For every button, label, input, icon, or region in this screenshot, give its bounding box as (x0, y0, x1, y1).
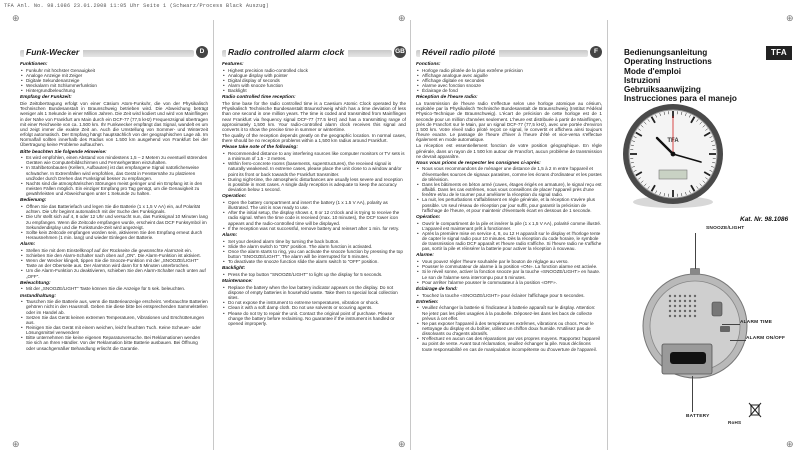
crop-mark-top-right-icon: ⊕ (786, 13, 794, 23)
section-heading: Entretien: (416, 299, 439, 305)
paragraph: La transmission de l'heure radio s'effectue selon une horloge atomique au césium, exploitée par la Physikalisch Technische Bundesanstalt de Braunschweig (Institut Fédéral Physico-Technique de Braunschweig). L'écart de précision de cette horloge est de 1 seconde pour un million d'années seulement. L'heure est distribuée à partir de Mainflingen, près de Francfort sur le Main, par un signal DCF-77 (77,5 kHz), avec une portée d'environ 1 500 km. Votre réveil radio piloté reçoit ce signal, le convertit et affichera ainsi toujours l'heure exacte. Le passage de l'heure d'hiver à l'heure d'été et vice-versa s'effectue également en mode automatique. (416, 101, 602, 143)
list-item: • Öffnen Sie das Batteriefach und legen Sie die Batterie (1 x 1,5 V AA) ein, auf Polarität achten. Die Uhr beginnt automatisch mit der Suche des Funksignals. (26, 204, 208, 214)
section-heading: Nous vous prions de respecter les consignes ci-après: (416, 160, 541, 166)
crop-mark-bottom-center-icon: ⊕ (398, 439, 406, 449)
list-item: • After the initial setup, the display shows 4, 8 or 12 o'clock and is trying to receive the radio signal. When the time code is received (max. 10 minutes), the DCF tower icon appears and the radio-controlled time will be displayed. (228, 210, 406, 225)
section-heading: Beleuchtung: (20, 280, 51, 286)
list-item: • Once the alarm starts to ring, you can activate the snooze function by pressing the top button "SNOOZE/LIGHT". The alarm will be interrupted for 5 minutes. (228, 249, 406, 259)
bullet-list (416, 166, 602, 212)
hand-pivot (671, 152, 676, 157)
fold-line (607, 20, 608, 450)
list-item: • Clean it with a soft damp cloth. Do not use solvents or scouring agents. (228, 305, 406, 310)
vent-hole (694, 305, 696, 307)
snooze-light-label: SNOOZE/LIGHT (706, 226, 745, 231)
section-heading: Alarme: (416, 253, 434, 259)
vent-hole (694, 310, 696, 312)
print-header: TFA Anl. No. 98.1086 23.01.2008 11:05 Uhr Seite 1 (Schwarz/Process Black Auszug) (4, 3, 270, 9)
column-header-de (20, 46, 210, 60)
section-heading: Opération: (416, 214, 441, 220)
list-item: • Reinigen Sie das Gerät mit einem weichen, leicht feuchten Tuch. Keine Scheuer- oder Lösungsmittel verwenden! (26, 325, 208, 335)
list-item: • Es wird empfohlen, einen Abstand von mindestens 1,5 – 2 Metern zu eventuell störenden Geräten wie Computerbildschirmen und Fernsehgeräten einzuhalten. (26, 155, 208, 165)
vent-hole (669, 305, 671, 307)
column-title: Radio controlled alarm clock (226, 46, 348, 59)
battery-leader-line (692, 376, 693, 412)
weee-bin-icon-svg (748, 402, 762, 418)
list-item: • Replace the battery when the low battery indicator appears on the display. Do not dispose of empty batteries in household waste. Take them to special local collection sites. (228, 285, 406, 300)
column-title: Funk-Wecker (24, 46, 83, 59)
vent-hole (689, 300, 691, 302)
section-heading: Empfang der Funkzeit: (20, 95, 72, 101)
bullet-list (416, 259, 602, 285)
clock-lcd (659, 170, 687, 179)
list-item: • Schieben Sie den Alarm-Schalter nach oben auf „ON“. Die Alarm-Funktion ist aktiviert. (26, 253, 208, 258)
list-item: • Stellen Sie mit dem Einstellknopf auf der Rückseite die gewünschte Alarmzeit ein. (26, 248, 208, 253)
clock-front-illustration (615, 102, 735, 212)
section-heading: Réception de l'heure radio: (416, 95, 478, 101)
crop-mark-bottom-right-icon: ⊕ (786, 439, 794, 449)
paragraph: La réception est essentiellement fonction de votre position géographique. En règle générale, dans un rayon de 1 500 km autour de Francfort, aucun problème de transmission ne devrait apparaître. (416, 143, 602, 159)
battery-icon (670, 352, 706, 364)
vent-hole (669, 295, 671, 297)
list-item: • Dans les bâtiments en béton armé (caves, étages érigés en armature), le signal reçu est affaibli. Dans les cas extrêmes, nous vous conseillons de placer l'appareil près d'une fenêtre et/ou de le tourner pour améliorer la réception du signal radio. (422, 182, 602, 197)
list-item: • Affichage digitale en secondes (422, 78, 602, 83)
column-header-fr (416, 46, 604, 60)
section-heading: Please take note of the following: (222, 145, 298, 151)
rohs-mark: RoHS (728, 420, 742, 425)
section-heading: Alarm: (222, 232, 238, 238)
paragraph: Die Zeitübertragung erfolgt von einer Cäsium Atom-Funkuhr, die von der Physikalisch Technischen Bundesanstalt in Braunschweig betrieben wird. Die Abweichung beträgt weniger als 1 Sekunde in einer Million Jahren. Die Zeit wird kodiert und wird von Mainflingen in der Nähe von Frankfurt am Main durch ein DCF-77 (77,5 kHz) Frequenzsignal übertragen mit einer Reichweite von ca. 1.500 km. Ihr Funkwecker empfängt das Signal, wandelt es um und zeigt immer die exakte Zeit an. Auch die Umstellung von Sommer- und Winterzeit erfolgt automatisch. Der Empfang hängt hauptsächlich von der geographischen Lage ab. Im Normalfall sollten innerhalb des Radius von 1.500 km ausgehend von Frankfurt bei der Übertragung keine Probleme auftauchen. (20, 101, 208, 148)
list-item: • Éclairage de fond (422, 88, 602, 93)
column-body-fr (416, 60, 602, 448)
alarm-on-off-label: ALARM ON/OFF (746, 336, 786, 341)
cover-title-it: Istruzioni (624, 75, 661, 85)
language-badge: D (196, 46, 208, 58)
list-item: • During night-time, the atmospheric disturbances are usually less severe and reception is possible in most cases. A single daily reception is adequate to keep the accuracy deviation below 1 second. (228, 177, 406, 192)
cover-title-de: Bedienungsanleitung (624, 48, 708, 57)
bullet-list (20, 204, 208, 240)
vent-hole (679, 300, 681, 302)
section-heading: Bitte beachten Sie folgende Hinweise: (20, 149, 107, 155)
list-item: • Within ferro-concrete rooms (basements, superstructures), the received signal is naturally weakened. In extreme cases, please place the unit close to a window and/or point its front or back towards the Frankfurt transmitter. (228, 161, 406, 176)
list-item: • Analoge Anzeige mit Zeiger (26, 73, 208, 78)
bullet-list (20, 299, 208, 351)
list-item: • Wenn der Wecker klingelt, tippen Sie die Snooze-Funktion mit der „SNOOZE/LIGHT“ Taste an der Oberseite aus. Der Alarmton wird dann für 5 Minuten unterbrochen. (26, 258, 208, 268)
list-item: • Highest precision radio-controlled clock (228, 68, 406, 73)
bullet-list (416, 68, 602, 94)
section-heading: Radio controlled time reception: (222, 95, 296, 101)
bullet-list (222, 272, 406, 277)
alarm-time-label: ALARM TIME (740, 320, 773, 325)
clock-face-logo: TFA (667, 138, 679, 144)
list-item: • Ouvrir le compartiment de la pile et insérer la pile (1 x 1,5 V AA), polarité comme illustré. L'appareil est maintenant prêt à fonctionner. (422, 221, 602, 231)
vent-hole (684, 295, 686, 297)
list-item: • Analogue display with pointer (228, 73, 406, 78)
bullet-list (416, 221, 602, 252)
column-header-gb (222, 46, 408, 60)
section-heading: Features: (222, 62, 244, 67)
list-item: • Alarm with snooze function (228, 83, 406, 88)
column-title: Réveil radio piloté (420, 46, 499, 59)
list-item: • Touchez la touche «SNOOZE/LIGHT» pour éclairer l'affichage pour 5 secondes. (422, 293, 602, 298)
vent-hole (679, 295, 681, 297)
vent-hole (679, 310, 681, 312)
list-item: • If the reception was not successful, remove battery and reinsert after 1 min. for retry. (228, 226, 406, 231)
bullet-list (222, 151, 406, 192)
list-item: • Hintergrundbeleuchtung (26, 88, 208, 93)
battery-label: BATTERY (686, 414, 710, 419)
tfa-logo: TFA (766, 46, 792, 60)
list-item: • To deactivate the snooze function slide the alarm switch to "OFF" position. (228, 259, 406, 264)
section-heading: Bedienung: (20, 198, 47, 204)
fold-line (410, 20, 411, 450)
list-item: • Si le réveil sonne, activer la fonction snooze par la touche «SNOOZE/LIGHT» en haute. Le son de l'alarme sera interrompu pour 5 minutes. (422, 269, 602, 279)
list-item: • Setzen Sie das Gerät keinen extremen Temperaturen, Vibrationen und Erschütterungen aus. (26, 315, 208, 325)
vent-hole (674, 310, 676, 312)
list-item: • Après la première mise en service 4, 8, ou 12 H apparaît sur le display et l'horloge tente de capter le signal radio pour 10 minutes. Dès la réception du code horaire, le symbole de transmission radio DCF apparaît et l'heure radio s'affiche. Si l'heure radio ne s'affiche pas, sortir la pile et réinsérer la batterie pour activer la réception à nouveau. (422, 231, 602, 252)
alarm-time-knob[interactable] (712, 302, 722, 316)
list-item: • Nachts sind die atmosphärischen Störungen meist geringer und ein Empfang ist in den meisten Fällen möglich. Ein einziger Empfang pro Tag genügt, um die Genauigkeit zu gewährleisten und Abweichungen unter 1 Sekunde zu halten. (26, 181, 208, 196)
fold-line (213, 20, 214, 450)
list-item: • Um die Alarm-Funktion zu deaktivieren, schieben Sie den Alarm-Schalter nach unten auf „OFF“. (26, 268, 208, 278)
vent-hole (689, 295, 691, 297)
list-item: • Tauschen Sie die Batterie aus, wenn die Batterieanzeige erscheint. Verbrauchte Batterien gehören nicht in den Hausmüll. Geben Sie diese bitte bei entsprechenden Sammelstellen oder im Handel ab. (26, 299, 208, 314)
list-item: • In Stahlbetonbauten (Kellern, Aufbauten) ist das empfangene Signal natürlicherweise schwächer. In Extremfällen wird empfohlen, das Gerät in Fensternähe zu platzieren und/oder durch Drehen das Funksignal besser zu empfangen. (26, 165, 208, 180)
list-item: • N'effectuez en aucun cas des réparations par vos propres moyens. Rapportez l'appareil au point de vente. Avant tout réclamation, veuillez échanger la pile. Nous déclinons toute responsabilité en cas de manipulation incompétente ou d'ouverture de l'appareil. (422, 336, 602, 351)
section-heading: Instandhaltung: (20, 293, 56, 299)
bullet-list (222, 68, 406, 94)
vent-hole (674, 315, 676, 317)
vent-hole (674, 295, 676, 297)
vent-hole (669, 315, 671, 317)
list-item: • Bitte unternehmen Sie keine eigenen Reparaturversuche. Bei Reklamationen wenden Sie sich an Ihren Händler. Von der Reklamation bitte Batterie ausbauen. Bei Öffnung oder unsachgemäßer Behandlung erlischt die Garantie. (26, 335, 208, 350)
section-heading: Alarm: (20, 242, 36, 248)
snooze-leader-line (695, 233, 696, 269)
vent-hole (674, 300, 676, 302)
cover-title-en: Operating Instructions (624, 57, 712, 67)
bullet-list (416, 305, 602, 351)
cover-title-es: Instrucciones para el manejo (624, 94, 737, 104)
vent-hole (694, 300, 696, 302)
cover-title-nl: Gebruiksaanwijzing (624, 85, 701, 95)
bullet-list (416, 293, 602, 298)
vent-hole (694, 315, 696, 317)
bullet-list (222, 239, 406, 265)
catalog-number: Kat. Nr. 98.1086 (740, 216, 789, 223)
list-item: • Die Uhr stellt sich auf 4, 8 oder 12 Uhr und versucht nun, das Funksignal 10 Minuten lang zu empfangen. Wenn die Zeitcode empfangen wurde, erscheint das DCF Funksymbol im Sekundendisplay und die Funkstunde-Zeit wird angezeigt. (26, 214, 208, 229)
vent-hole (674, 305, 676, 307)
list-item: • Veuillez échanger la batterie si l'indicateur à batterie apparaît sur le display. Attention: Ne jetez pas les piles usagées à la poubelle. Déposez-les dans les bacs de collecte prévus à cet effet. (422, 305, 602, 320)
paragraph: The time base for the radio controlled time is a Caesium Atomic Clock operated by the Physikalisch Technische Bundesanstalt Braunschweig which has a time deviation of less than one second in one million years. The time is coded and transmitted from Mainflingen near Frankfurt via frequency signal DCF-77 (77.5 kHz) and has a transmitting range of approximately 1,500 km. Your radio-controlled alarm clock receives this signal and converts it to show the precise time in summer or wintertime. (222, 101, 406, 132)
list-item: • Backlight (228, 88, 406, 93)
bullet-list (222, 285, 406, 326)
vent-hole (684, 305, 686, 307)
column-body-gb (222, 60, 406, 448)
crop-mark-top-center-icon: ⊕ (398, 13, 406, 23)
list-item: • Pousser le commutateur de alarme à la position «ON». La fonction alarme est activée. (422, 264, 602, 269)
list-item: • Digital display of seconds (228, 78, 406, 83)
vent-hole (684, 315, 686, 317)
vent-hole (669, 310, 671, 312)
list-item: • Ne pas exposer l'appareil à des températures extrêmes, vibrations ou chocs. Pour le nettoyage du display et du boîtier, utilisez un chiffon doux humide. N'utilisez pas de dissolvants ou d'agents abrasifs. (422, 321, 602, 336)
list-item: • Weckalarm mit Schlummerfunktion (26, 83, 208, 88)
list-item: • Recommended distance to any interfering sources like computer monitors or TV sets is a minimum of 1.5 - 2 metres. (228, 151, 406, 161)
list-item: • Pour arrêter l'alarme pousser le commutateur à la position «OFF». (422, 280, 602, 285)
cover-title-fr: Mode d'emploi (624, 66, 681, 76)
list-item: • Vous pouvez régler l'heure souhaitée par le bouton de réglage au verso. (422, 259, 602, 264)
section-heading: Operation: (222, 194, 247, 200)
section-heading: Éclairage de fond: (416, 286, 458, 292)
weee-bin-icon (748, 402, 762, 418)
list-item: • Digitale Sekundenanzeige (26, 78, 208, 83)
vent-hole (684, 310, 686, 312)
bullet-list (20, 248, 208, 279)
crop-mark-bottom-left-icon: ⊕ (12, 439, 20, 449)
language-badge: F (590, 46, 602, 58)
list-item: • Press the top button "SNOOZE/LIGHT" to light up the display for 5 seconds. (228, 272, 406, 277)
vent-hole (669, 300, 671, 302)
vent-hole (689, 305, 691, 307)
list-item: • Mit der „SNOOZE/LIGHT“ Taste können Sie die Anzeige für 5 sek. beleuchten. (26, 286, 208, 291)
bullet-list (20, 286, 208, 291)
list-item: • Do not expose the instrument to extreme temperatures, vibration or shock. (228, 300, 406, 305)
language-badge: GB (394, 46, 406, 58)
list-item: • Horloge radio pilotée de la plus extrême précision (422, 68, 602, 73)
vent-hole (679, 315, 681, 317)
crop-mark-top-left-icon: ⊕ (12, 13, 20, 23)
section-heading: Fonctions: (416, 62, 441, 67)
list-item: • Please do not try to repair the unit. Contact the original point of purchase. Please change the battery before reclaiming. No guarantee if the instrument is handled or opened improperly. (228, 311, 406, 326)
vent-hole (694, 295, 696, 297)
vent-hole (689, 310, 691, 312)
list-item: • Slide the alarm switch to "ON" position. The alarm function is activated. (228, 244, 406, 249)
alarm-time-leader-line (722, 324, 740, 325)
alarm-on-off-leader-line (730, 340, 746, 341)
bullet-list (20, 155, 208, 196)
list-item: • La nuit, les perturbations s'affaiblissent en règle générale, et la réception s'avère plus possible. Un seul réseau de réception par jour suffit, pour garantir la précision de l'affichage de l'heure, et pour maintenir d'éventuels écart en dessous de 1 seconde. (422, 197, 602, 212)
list-item: • Set your desired alarm time by turning the back button. (228, 239, 406, 244)
vent-hole (689, 315, 691, 317)
paragraph: The quality of the reception depends greatly on the geographic location. In normal cases, there should be no reception problems within a 1,500 km radius around Frankfurt. (222, 133, 406, 144)
alarm-switch[interactable] (720, 326, 730, 332)
list-item: • Sollte kein Zeitcode empfangen worden sein, aktivieren Sie den Empfang erneut durch Herausnehmen (1 min. lang) und wieder Einlegen der Batterie. (26, 230, 208, 240)
list-item: • Affichage analogue avec aiguille (422, 73, 602, 78)
list-item: • Open the battery compartment and insert the battery (1 x 1.5 V AA), polarity as illustrated. The unit is now ready to use. (228, 200, 406, 210)
section-heading: Maintenance: (222, 279, 253, 285)
bullet-list (20, 68, 208, 94)
column-body-de (20, 60, 208, 448)
list-item: • Alarme avec fonction snooze (422, 83, 602, 88)
vent-hole (679, 305, 681, 307)
list-item: • Funkuhr mit höchster Genauigkeit (26, 68, 208, 73)
section-heading: Backlight: (222, 266, 246, 272)
bullet-list (222, 200, 406, 231)
section-heading: Funktionen: (20, 62, 48, 67)
vent-hole (684, 300, 686, 302)
snooze-button[interactable] (690, 268, 700, 275)
list-item: • Nous vous recommandons de ménager une distance de 1,5 à 2 m entre l'appareil et d'éventuelles sources de signaux parasites, comme les écrans d'ordinateur et les postes de télévision. (422, 166, 602, 181)
